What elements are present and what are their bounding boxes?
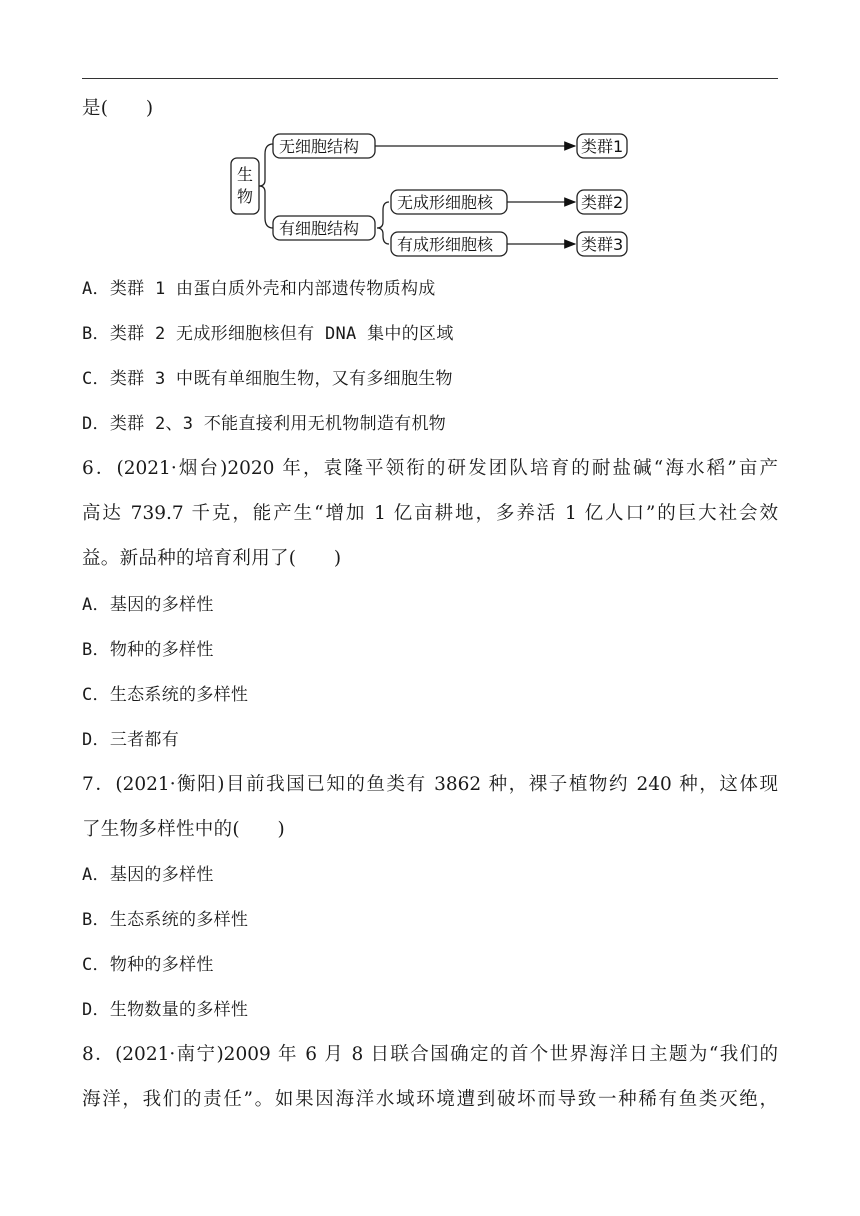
q6-option-c: C．生态系统的多样性 [82, 685, 249, 705]
q7-stem-line-1: 7．(2021·衡阳)目前我国已知的鱼类有 3862 种，裸子植物约 240 种，这体现 [82, 774, 778, 795]
root-brace [259, 144, 273, 228]
q6-stem-line-1: 6．(2021·烟台)2020 年，袁隆平领衔的研发团队培育的耐盐碱“海水稻”亩产 [82, 458, 778, 479]
classification-diagram [225, 124, 635, 264]
q5-stem-tail: 是( ) [82, 98, 154, 119]
q8-stem-line-1: 8．(2021·南宁)2009 年 6 月 8 日联合国确定的首个世界海洋日主题为“我们的 [82, 1044, 778, 1065]
q5-option-c: C．类群 3 中既有单细胞生物，又有多细胞生物 [82, 369, 453, 389]
q7-option-a: A．基因的多样性 [82, 865, 214, 885]
cell-label: 有细胞结构 [279, 219, 360, 238]
q6-stem-line-2: 高达 739.7 千克，能产生“增加 1 亿亩耕地，多养活 1 亿人口”的巨大社会效 [82, 503, 778, 524]
group1-label: 类群1 [581, 137, 624, 156]
q7-option-b: B．生态系统的多样性 [82, 910, 249, 930]
q7-option-c: C．物种的多样性 [82, 955, 214, 975]
q7-stem-line-2: 了生物多样性中的( ) [82, 819, 286, 840]
q5-option-a: A．类群 1 由蛋白质外壳和内部遗传物质构成 [82, 279, 436, 299]
root-label-1: 生 [237, 165, 254, 184]
has-nucleus-label: 有成形细胞核 [397, 235, 494, 254]
q5-option-d: D．类群 2、3 不能直接利用无机物制造有机物 [82, 414, 447, 434]
group3-label: 类群3 [581, 235, 624, 254]
root-label-2: 物 [237, 187, 254, 206]
q5-option-b: B．类群 2 无成形细胞核但有 DNA 集中的区域 [82, 324, 454, 344]
header-rule [82, 78, 778, 79]
q6-option-a: A．基因的多样性 [82, 595, 214, 615]
no-nucleus-label: 无成形细胞核 [397, 193, 494, 212]
q7-option-d: D．生物数量的多样性 [82, 1000, 249, 1020]
no-cell-label: 无细胞结构 [279, 137, 360, 156]
q6-stem-line-3: 益。新品种的培育利用了( ) [82, 548, 342, 569]
q6-option-d: D．三者都有 [82, 730, 180, 750]
q6-option-b: B．物种的多样性 [82, 640, 214, 660]
group2-label: 类群2 [581, 193, 624, 212]
q8-stem-line-2: 海洋，我们的责任”。如果因海洋水域环境遭到破坏而导致一种稀有鱼类灭绝， [82, 1089, 778, 1110]
cell-brace [377, 202, 389, 244]
